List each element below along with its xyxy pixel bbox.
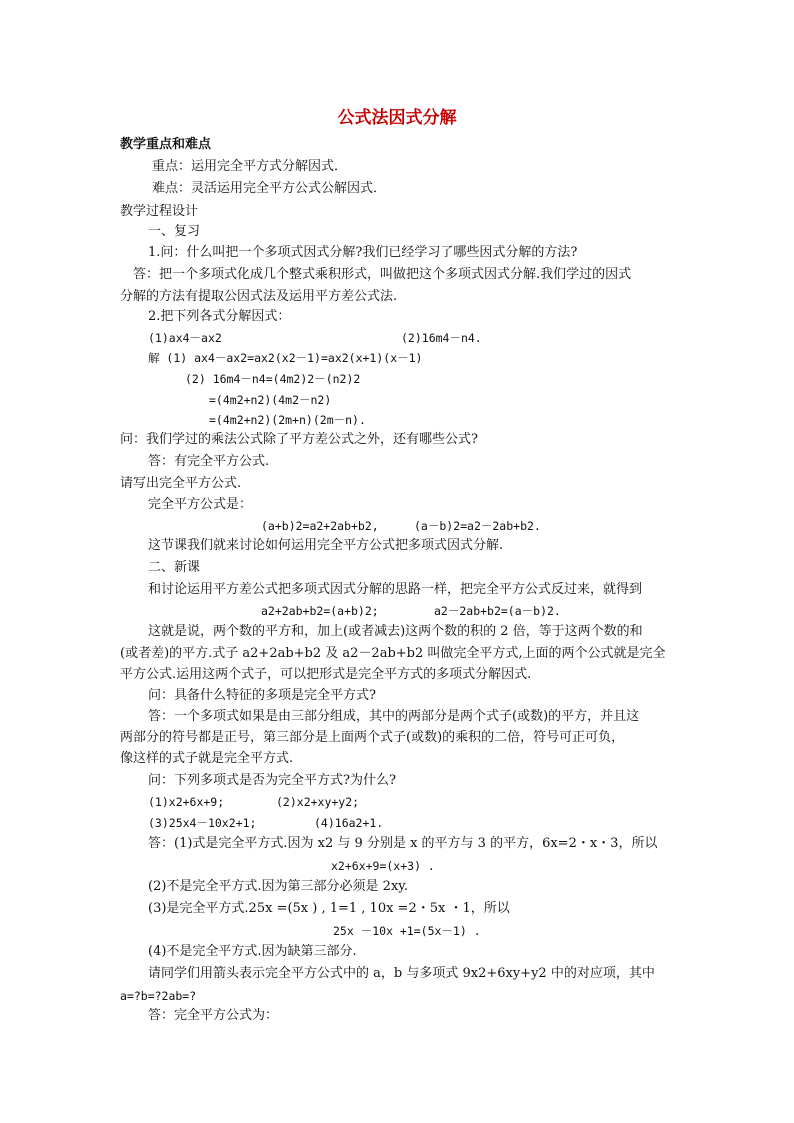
- text-line: 请写出完全平方公式.: [120, 476, 242, 491]
- formula: a2+2ab+b2=(a+b)2;: [261, 604, 379, 618]
- text-line: 答：有完全平方公式.: [148, 454, 270, 469]
- exercise-item: (1)ax4－ax2: [148, 331, 222, 345]
- solution-line: (2) 16m4－n4=(4m2)2－(n2)2: [185, 372, 361, 386]
- formula: a2－2ab+b2=(a－b)2.: [434, 604, 561, 618]
- text-line: (4)不是完全平方式.因为缺第三部分.: [148, 944, 357, 959]
- exercise-item: (4)16a2+1.: [314, 816, 384, 830]
- formula: x2+6x+9=(x+3) .: [331, 859, 435, 873]
- text-line: 2.把下列各式分解因式：: [148, 309, 291, 324]
- text-line: 重点：运用完全平方式分解因式．: [152, 159, 348, 174]
- solution-line: =(4m2+n2)(4m2－n2): [209, 393, 332, 407]
- text-line: 分解的方法有提取公因式法及运用平方差公式法.: [120, 289, 398, 304]
- text-line: 这节课我们就来讨论如何运用完全平方公式把多项式因式分解.: [148, 538, 504, 553]
- page-title: 公式法因式分解: [337, 108, 457, 128]
- formula: (a+b)2=a2+2ab+b2,: [261, 519, 379, 533]
- exercise-item: (2)16m4－n4.: [401, 331, 482, 345]
- text-line: 问：下列多项式是否为完全平方式?为什么?: [148, 773, 396, 788]
- text-line: (2)不是完全平方式.因为第三部分必须是 2xy.: [148, 879, 409, 894]
- exercise-item: (3)25x4－10x2+1;: [148, 816, 257, 830]
- text-line: 完全平方公式是：: [148, 497, 253, 512]
- text-line: 像这样的式子就是完全平方式.: [120, 751, 294, 766]
- text-line: 和讨论运用平方差公式把多项式因式分解的思路一样，把完全平方公式反过来，就得到: [148, 582, 643, 597]
- text-line: 两部分的符号都是正号，第三部分是上面两个式子(或数)的乘积的二倍，符号可正可负，: [120, 730, 625, 745]
- subsection-heading-new-lesson: 二、新课: [148, 560, 201, 575]
- exercise-item: (2)x2+xy+y2;: [276, 795, 360, 809]
- text-line: (或者差)的平方.式子 a2+2ab+b2 及 a2－2ab+b2 叫做完全平方式,上面的两个公式就是完全: [120, 646, 666, 661]
- subsection-heading-review: 一、复习: [148, 224, 201, 239]
- text-line: 请同学们用箭头表示完全平方公式中的 a，b 与多项式 9x2+6xy+y2 中的对应项，其中: [148, 966, 655, 981]
- text-line: 答：完全平方公式为：: [148, 1008, 279, 1023]
- text-line: 这就是说，两个数的平方和，加上(或者减去)这两个数的积的 2 倍，等于这两个数的和: [148, 624, 643, 639]
- text-line: 问：具备什么特征的多项是完全平方式?: [148, 688, 376, 703]
- text-line: 答：(1)式是完全平方式.因为 x2 与 9 分别是 x 的平方与 3 的平方，6x=2・x・3，所以: [148, 836, 658, 851]
- text-line: 难点：灵活运用完全平方公式公解因式．: [152, 181, 387, 196]
- formula: (a－b)2=a2－2ab+b2.: [414, 519, 541, 533]
- formula: 25x －10x +1=(5x－1) .: [333, 924, 481, 938]
- text-line: (3)是完全平方式.25x =(5x ) , 1=1 , 10x =2・5x ・1，所以: [148, 901, 510, 916]
- text-line: 答：把一个多项式化成几个整式乘积形式，叫做把这个多项式因式分解.我们学过的因式: [133, 267, 632, 282]
- text-line: 答：一个多项式如果是由三部分组成，其中的两部分是两个式子(或数)的平方，并且这: [148, 709, 640, 724]
- solution-line: =(4m2+n2)(2m+n)(2m－n).: [209, 413, 366, 427]
- text-line: a=?b=?2ab=?: [120, 989, 197, 1003]
- exercise-item: (1)x2+6x+9;: [148, 795, 225, 809]
- text-line: 1.问：什么叫把一个多项式因式分解?我们已经学习了哪些因式分解的方法?: [148, 245, 578, 260]
- text-line: 平方公式.运用这两个式子，可以把形式是完全平方式的多项式分解因式.: [120, 667, 532, 682]
- section-heading-key-points: 教学重点和难点: [120, 137, 212, 152]
- solution-line: 解 (1) ax4－ax2=ax2(x2－1)=ax2(x+1)(x－1): [148, 351, 423, 365]
- text-line: 问：我们学过的乘法公式除了平方差公式之外，还有哪些公式?: [120, 432, 478, 447]
- section-heading-process: 教学过程设计: [120, 204, 199, 219]
